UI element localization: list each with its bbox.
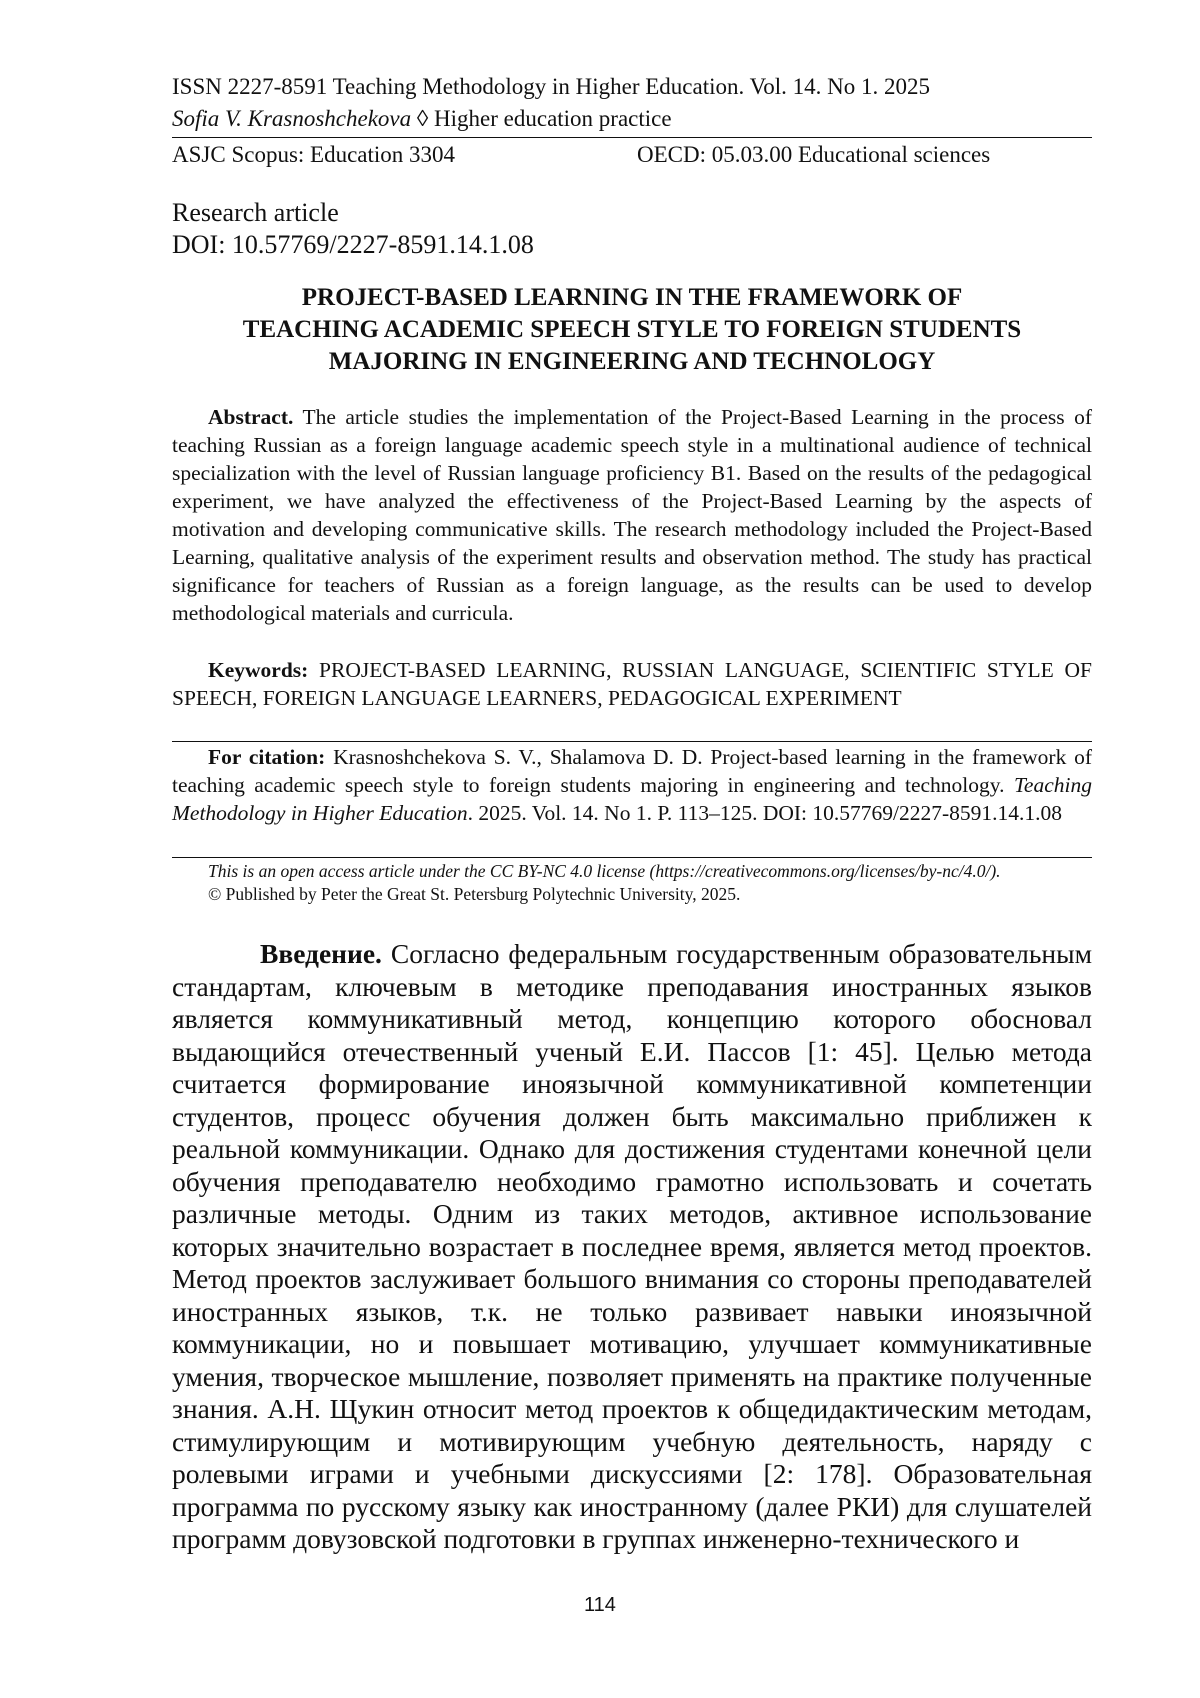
publisher-copyright: © Published by Peter the Great St. Petersburg Polytechnic University, 2025. (208, 884, 741, 904)
intro-text: Согласно федеральным государственным образовательным стандартам, ключевым в методике преподавания иностранных языков является коммуникативный метод, концепцию которого обосновал выдающийся отечественный ученый Е.И. Пассов [1: 45]. Целью метода считается формирование иноязычной коммуникативной компетенции студентов, процесс обучения должен быть максимально приближен к реальной коммуникации. Однако для достижения студентами конечной цели обучения преподавателю необходимо грамотно использовать и сочетать различные методы. Одним из таких методов, активное использование которых значительно возрастает в последнее время, является метод проектов. Метод проектов заслуживает большого внимания со стороны преподавателей иностранных языков, т.к. не только развивает навыки иноязычной коммуникации, но и повышает мотивацию, улучшает коммуникативные умения, творческое мышление, позволяет применять на практике полученные знания. А.Н. Щукин относит метод проектов к общедидактическим методам, стимулирующим и мотивирующим учебную деятельность, наряду с ролевыми играми и учебными дискуссиями [2: 178]. Образовательная программа по русскому языку как иностранному (далее РКИ) для слушателей программ довузовской подготовки в группах инженерно-технического и (172, 938, 1092, 1554)
license-text: This is an open access article under the CC BY-NC 4.0 license (https://creativecommons.org/licenses/by-nc/4.0/). (208, 861, 1001, 881)
author-section-line (172, 104, 672, 134)
citation (172, 743, 1092, 827)
intro-heading: Введение. (260, 938, 382, 969)
abstract (172, 403, 1092, 627)
title-line: TEACHING ACADEMIC SPEECH STYLE TO FOREIGN STUDENTS (242, 316, 1022, 343)
running-author: Sofia V. Krasnoshchekova (172, 106, 412, 131)
introduction-paragraph (172, 938, 1092, 1556)
citation-journal: Teaching Methodology in Higher Education (172, 773, 1092, 825)
abstract-text: The article studies the implementation of the Project-Based Learning in the process of teaching Russian as a foreign language academic speech style in a multinational audience of technical specialization with the level of Russian language proficiency B1. Based on the results of the pedagogical experiment, we have analyzed the effectiveness of the Project-Based Learning by the aspects of motivation and developing communicative skills. The research methodology included the Project-Based Learning, qualitative analysis of the experiment results and observation method. The study has practical significance for teachers of Russian as a foreign language, as the results can be used to develop methodological materials and curricula. (172, 405, 1092, 625)
page-number: 114 (584, 1594, 616, 1616)
article-title (172, 282, 1092, 378)
title-line: MAJORING IN ENGINEERING AND TECHNOLOGY (328, 348, 936, 375)
diamond-separator: ◊ (416, 106, 429, 131)
journal-issn-line: ISSN 2227-8591 Teaching Methodology in Higher Education. Vol. 14. No 1. 2025 (172, 74, 930, 99)
license-notice (208, 860, 1001, 906)
asjc-classification: ASJC Scopus: Education 3304 (172, 142, 456, 167)
abstract-label: Abstract. (208, 405, 294, 429)
oecd-classification: OECD: 05.03.00 Educational sciences (637, 142, 991, 167)
running-section: Higher education practice (434, 106, 672, 131)
citation-label: For citation: (208, 745, 326, 769)
citation-top-rule (172, 741, 1092, 742)
keywords (172, 656, 1092, 712)
citation-text: Krasnoshchekova S. V., Shalamova D. D. Project-based learning in the framework of teaching academic speech style to foreign students majoring in engineering and technology. (172, 745, 1093, 797)
header-rule (172, 137, 1092, 138)
article-doi: DOI: 10.57769/2227-8591.14.1.08 (172, 230, 534, 259)
keywords-label: Keywords: (208, 658, 309, 682)
title-line: PROJECT-BASED LEARNING IN THE FRAMEWORK OF (301, 284, 963, 311)
article-type: Research article (172, 198, 339, 227)
citation-details: . 2025. Vol. 14. No 1. P. 113–125. DOI: 10.57769/2227-8591.14.1.08 (467, 801, 1063, 825)
citation-bottom-rule (172, 857, 1092, 858)
keywords-text: PROJECT-BASED LEARNING, RUSSIAN LANGUAGE, SCIENTIFIC STYLE OF SPEECH, FOREIGN LANGUAGE LEARNERS, PEDAGOGICAL EXPERIMENT (172, 658, 1092, 710)
